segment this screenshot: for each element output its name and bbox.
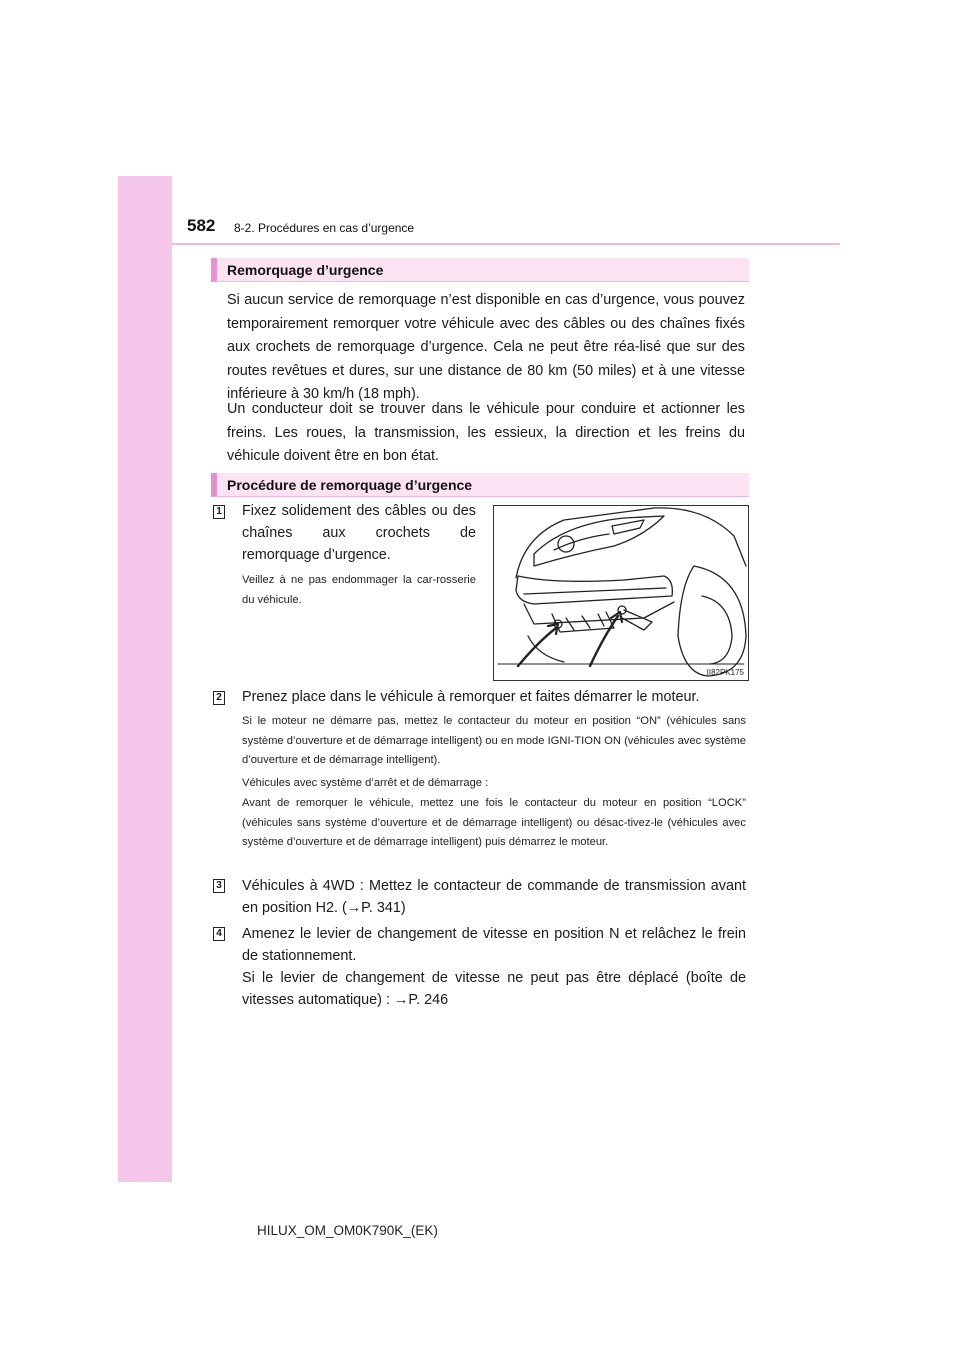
step-3-text: Véhicules à 4WD : Mettez le contacteur de commande de transmission avant en position H2. (→P. 341) [242, 878, 746, 916]
section-title: Remorquage d’urgence [227, 262, 384, 278]
chapter-title: 8-2. Procédures en cas d’urgence [234, 221, 415, 235]
towing-paragraph-2: Un conducteur doit se trouver dans le véhicule pour conduire et actionner les freins. Les roues, la transmission, les essieux, la direction et les freins du véhicule doivent être en bon état. [227, 401, 745, 464]
step-2-note-3: Avant de remorquer le véhicule, mettez une fois le contacteur du moteur en position “LOCK” (véhicules sans système d’ouverture et de démarrage intelligent) ou désac-tivez-le (véhicules avec système d’ouverture et de démarrage intelligent) puis démarrez le moteur. [242, 797, 746, 848]
step-number-2: 2 [213, 691, 225, 705]
figure-code: II82PK175 [706, 668, 744, 677]
section-heading-procedure [211, 473, 749, 497]
step-4-text-2: Si le levier de changement de vitesse ne peut pas être déplacé (boîte de vitesses automatique) : →P. 246 [242, 970, 746, 1008]
page-number: 582 [187, 216, 216, 235]
step-2-note-2: Véhicules avec système d’arrêt et de démarrage : [242, 777, 489, 789]
step-2-text: Prenez place dans le véhicule à remorquer et faites démarrer le moteur. [242, 689, 700, 705]
section-heading-towing [211, 258, 749, 282]
step-number-1: 1 [213, 505, 225, 519]
step-number-4: 4 [213, 927, 225, 941]
vehicle-rear-towing-hooks-icon [494, 506, 748, 680]
document-code-footer: HILUX_OM_OM0K790K_(EK) [257, 1223, 438, 1238]
step-number-3: 3 [213, 879, 225, 893]
step-1-note: Veillez à ne pas endommager la car-rosserie du véhicule. [242, 574, 476, 606]
step-1-text: Fixez solidement des câbles ou des chaînes aux crochets de remorquage d’urgence. [242, 503, 476, 563]
step-2-note-1: Si le moteur ne démarre pas, mettez le contacteur du moteur en position “ON” (véhicules sans système d’ouverture et de démarrage intelligent) ou en mode IGNI-TION ON (véhicules avec système d’ouverture et de démarrage intelligent). [242, 715, 746, 766]
chapter-sidebar-tab [118, 176, 172, 1182]
header-divider [172, 243, 840, 245]
section-title: Procédure de remorquage d’urgence [227, 477, 473, 493]
towing-paragraph-1: Si aucun service de remorquage n’est disponible en cas d’urgence, vous pouvez temporairement remorquer votre véhicule avec des câbles ou des chaînes fixés aux crochets de remorquage d’urgence. Cela ne peut être réa-lisé que sur des routes revêtues et dures, sur une distance de 80 km (50 miles) et à une vitesse inférieure à 30 km/h (18 mph). [227, 292, 745, 402]
towing-hooks-illustration [493, 505, 749, 681]
step-4-text: Amenez le levier de changement de vitesse en position N et relâchez le frein de stationnement. [242, 926, 746, 964]
